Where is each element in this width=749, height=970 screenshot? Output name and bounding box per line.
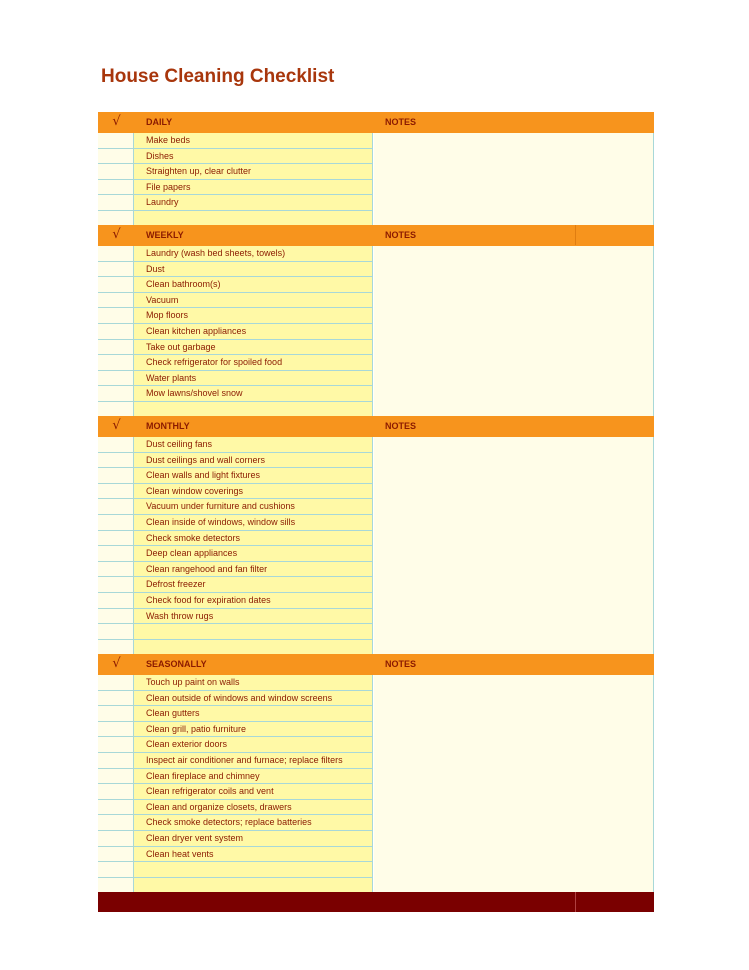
list-item [98, 831, 374, 847]
list-item [98, 277, 374, 293]
notes-header: NOTES [385, 421, 417, 431]
section-title: WEEKLY [146, 230, 184, 240]
list-item [98, 815, 374, 831]
footer-bar [98, 892, 654, 912]
checkbox-cell[interactable] [98, 722, 134, 738]
footer-divider [575, 892, 576, 912]
list-item [98, 355, 374, 371]
list-item [98, 531, 374, 547]
checkbox-cell[interactable] [98, 515, 134, 531]
checkbox-cell[interactable] [98, 675, 134, 691]
checkmark-icon: √ [112, 418, 121, 433]
checkbox-cell[interactable] [98, 133, 134, 149]
list-item [98, 195, 374, 211]
checkbox-cell[interactable] [98, 324, 134, 340]
notes-header: NOTES [385, 230, 417, 240]
task-label: Dust [134, 262, 373, 278]
task-label: Dust ceiling fans [134, 437, 373, 453]
checkbox-cell[interactable] [98, 453, 134, 469]
section-daily [98, 112, 654, 227]
checkbox-cell[interactable] [98, 499, 134, 515]
list-item [98, 562, 374, 578]
list-item [98, 784, 374, 800]
checkbox-cell[interactable] [98, 340, 134, 356]
checkbox-cell[interactable] [98, 308, 134, 324]
list-item [98, 386, 374, 402]
checkbox-cell[interactable] [98, 484, 134, 500]
task-label: Clean window coverings [134, 484, 373, 500]
list-item [98, 293, 374, 309]
task-label: Laundry (wash bed sheets, towels) [134, 246, 373, 262]
checkbox-cell[interactable] [98, 531, 134, 547]
list-item [98, 180, 374, 196]
task-label: Clean rangehood and fan filter [134, 562, 373, 578]
task-label: Clean heat vents [134, 847, 373, 863]
list-item [98, 609, 374, 625]
task-label: Clean walls and light fixtures [134, 468, 373, 484]
task-label: Clean bathroom(s) [134, 277, 373, 293]
task-label: Check smoke detectors [134, 531, 373, 547]
list-item [98, 675, 374, 691]
task-label: Laundry [134, 195, 373, 211]
list-item [98, 324, 374, 340]
checkmark-icon: √ [112, 114, 121, 129]
checkbox-cell[interactable] [98, 815, 134, 831]
list-item [98, 340, 374, 356]
notes-area[interactable] [374, 675, 654, 893]
list-item [98, 246, 374, 262]
checkbox-cell[interactable] [98, 593, 134, 609]
empty-row [98, 878, 374, 894]
page-title: House Cleaning Checklist [101, 66, 335, 87]
checkbox-cell[interactable] [98, 277, 134, 293]
section-title: MONTHLY [146, 421, 190, 431]
task-label: Water plants [134, 371, 373, 387]
list-item [98, 593, 374, 609]
checkbox-cell[interactable] [98, 784, 134, 800]
notes-area[interactable] [374, 133, 654, 227]
list-item [98, 437, 374, 453]
task-label: Vacuum under furniture and cushions [134, 499, 373, 515]
task-label: Take out garbage [134, 340, 373, 356]
checkbox-cell[interactable] [98, 262, 134, 278]
checkbox-cell[interactable] [98, 800, 134, 816]
section-header [98, 416, 654, 437]
checkbox-cell[interactable] [98, 246, 134, 262]
list-item [98, 577, 374, 593]
task-label: Mop floors [134, 308, 373, 324]
checkbox-cell[interactable] [98, 706, 134, 722]
checkbox-cell[interactable] [98, 468, 134, 484]
task-label: Clean kitchen appliances [134, 324, 373, 340]
task-label: Clean and organize closets, drawers [134, 800, 373, 816]
list-item [98, 453, 374, 469]
task-label: Check refrigerator for spoiled food [134, 355, 373, 371]
section-body [98, 246, 654, 418]
section-monthly [98, 416, 654, 655]
checkbox-cell[interactable] [98, 195, 134, 211]
checkbox-cell[interactable] [98, 437, 134, 453]
section-header [98, 654, 654, 675]
checkbox-cell[interactable] [98, 180, 134, 196]
task-label: Mow lawns/shovel snow [134, 386, 373, 402]
checkbox-cell[interactable] [98, 386, 134, 402]
checkbox-cell[interactable] [98, 769, 134, 785]
task-cell[interactable] [134, 624, 373, 640]
checkbox-cell[interactable] [98, 609, 134, 625]
list-item [98, 769, 374, 785]
checkbox-cell[interactable] [98, 371, 134, 387]
list-item [98, 262, 374, 278]
checkbox-cell[interactable] [98, 862, 134, 878]
notes-area[interactable] [374, 246, 654, 418]
list-item [98, 546, 374, 562]
checkbox-cell[interactable] [98, 847, 134, 863]
notes-header: NOTES [385, 117, 417, 127]
section-header [98, 225, 654, 246]
checkmark-icon: √ [112, 227, 121, 242]
task-label: Clean gutters [134, 706, 373, 722]
task-label: Wash throw rugs [134, 609, 373, 625]
section-body [98, 437, 654, 655]
task-label: Dust ceilings and wall corners [134, 453, 373, 469]
list-item [98, 164, 374, 180]
task-label: Deep clean appliances [134, 546, 373, 562]
checkbox-cell[interactable] [98, 577, 134, 593]
task-label: Check food for expiration dates [134, 593, 373, 609]
list-item [98, 691, 374, 707]
section-seasonally [98, 654, 654, 893]
list-item [98, 515, 374, 531]
task-cell[interactable] [134, 640, 373, 656]
section-weekly [98, 225, 654, 418]
checkbox-cell[interactable] [98, 624, 134, 640]
task-cell[interactable] [134, 862, 373, 878]
list-item [98, 371, 374, 387]
checkmark-icon: √ [112, 656, 121, 671]
task-label: Clean dryer vent system [134, 831, 373, 847]
checkbox-cell[interactable] [98, 878, 134, 894]
checkbox-cell[interactable] [98, 164, 134, 180]
task-label: Make beds [134, 133, 373, 149]
task-label: Clean outside of windows and window screens [134, 691, 373, 707]
task-label: File papers [134, 180, 373, 196]
list-item [98, 133, 374, 149]
list-item [98, 737, 374, 753]
empty-row [98, 862, 374, 878]
section-title: DAILY [146, 117, 173, 127]
section-header [98, 112, 654, 133]
checkbox-cell[interactable] [98, 562, 134, 578]
list-item [98, 308, 374, 324]
task-label: Defrost freezer [134, 577, 373, 593]
task-label: Touch up paint on walls [134, 675, 373, 691]
list-item [98, 847, 374, 863]
list-item [98, 484, 374, 500]
notes-header: NOTES [385, 659, 417, 669]
task-label: Vacuum [134, 293, 373, 309]
task-label: Clean fireplace and chimney [134, 769, 373, 785]
task-label: Check smoke detectors; replace batteries [134, 815, 373, 831]
task-label: Clean refrigerator coils and vent [134, 784, 373, 800]
list-item [98, 706, 374, 722]
list-item [98, 499, 374, 515]
list-item [98, 468, 374, 484]
task-label: Clean grill, patio furniture [134, 722, 373, 738]
task-label: Dishes [134, 149, 373, 165]
checkbox-cell[interactable] [98, 691, 134, 707]
checkbox-cell[interactable] [98, 546, 134, 562]
task-label: Clean inside of windows, window sills [134, 515, 373, 531]
checkbox-cell[interactable] [98, 355, 134, 371]
checkbox-cell[interactable] [98, 293, 134, 309]
checkbox-cell[interactable] [98, 640, 134, 656]
task-label: Straighten up, clear clutter [134, 164, 373, 180]
task-cell[interactable] [134, 878, 373, 894]
notes-area[interactable] [374, 437, 654, 655]
list-item [98, 800, 374, 816]
empty-row [98, 640, 374, 656]
task-label: Inspect air conditioner and furnace; replace filters [134, 753, 373, 769]
section-body [98, 675, 654, 893]
header-divider [575, 225, 576, 245]
empty-row [98, 624, 374, 640]
checkbox-cell[interactable] [98, 753, 134, 769]
section-body [98, 133, 654, 227]
list-item [98, 753, 374, 769]
checkbox-cell[interactable] [98, 149, 134, 165]
list-item [98, 149, 374, 165]
checkbox-cell[interactable] [98, 737, 134, 753]
checkbox-cell[interactable] [98, 831, 134, 847]
task-label: Clean exterior doors [134, 737, 373, 753]
list-item [98, 722, 374, 738]
section-title: SEASONALLY [146, 659, 207, 669]
